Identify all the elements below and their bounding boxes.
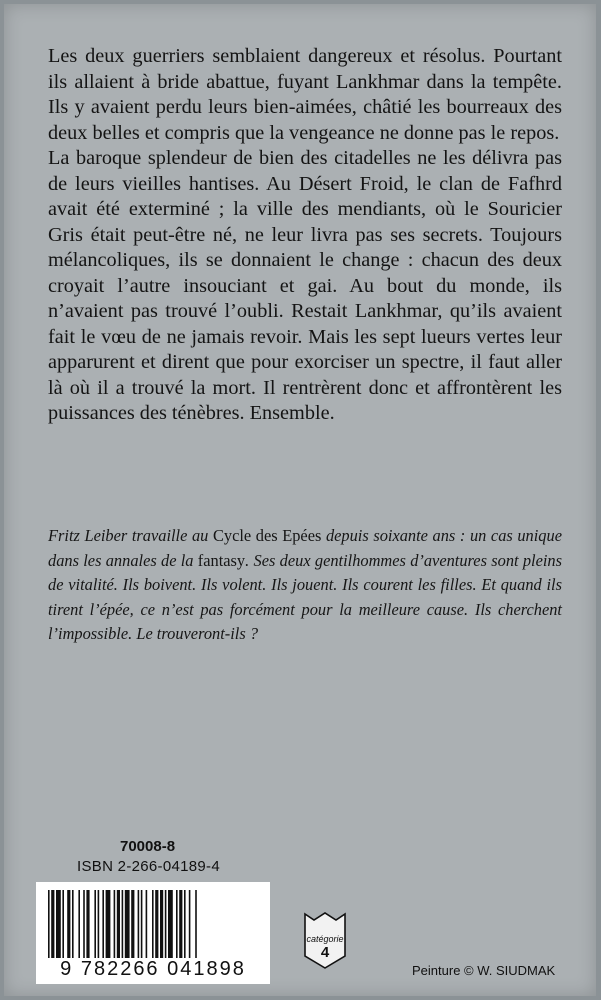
barcode-bar: [102, 890, 104, 958]
isbn-number: ISBN 2-266-04189-4: [77, 858, 220, 875]
barcode-bar: [51, 890, 54, 958]
barcode-bar: [125, 890, 130, 958]
barcode-bar: [62, 890, 64, 958]
barcode-bar: [94, 890, 96, 958]
barcode-bar: [122, 890, 124, 958]
category-number: 4: [320, 944, 330, 961]
barcode: [36, 882, 270, 984]
author-note-genre: fantasy: [197, 550, 246, 570]
barcode-bars: [48, 890, 260, 958]
barcode-bar: [56, 890, 61, 958]
illustration-credit: Peinture © W. SIUDMAK: [412, 963, 556, 978]
barcode-bar: [184, 890, 186, 958]
blurb: [48, 44, 562, 427]
barcode-bar: [138, 890, 140, 958]
barcode-bar: [146, 890, 148, 958]
category-badge: [302, 910, 348, 970]
barcode-bar: [160, 890, 163, 958]
barcode-bar: [176, 890, 178, 958]
back-cover: [4, 4, 596, 996]
blurb-paragraph-1: Les deux guerriers semblaient dangereux et résolus. Pourtant ils allaient à bride abattue, fuyant Lankhmar dans la tempête. Ils y avaient perdu leurs bien-aimées, châtié les bourreaux des deux belles et compris que la vengeance ne donne pas le repos.: [48, 45, 562, 144]
category-label: catégorie: [306, 934, 344, 944]
catalog-code: 70008-8: [120, 838, 176, 855]
barcode-digits: 9 782266 041898: [60, 958, 246, 980]
barcode-bar: [83, 890, 85, 958]
barcode-bar: [67, 890, 70, 958]
blurb-paragraph-2: La baroque splendeur de bien des citadelles ne les délivra pas de leurs vieilles hantises. Au Désert Froid, le clan de Fafhrd avait été exterminé ; la ville des mendiants, où le Souricier Gris était peut-être né, ne leur livra pas ses secrets. Toujours mélancoliques, ils se donnaient le change : chacun des deux croyait l’autre insouciant et gai. Au bout du monde, ils n’avaient pas trouvé l’oubli. Restait Lankhmar, qu’ils avaient fait le vœu de ne jamais revoir. Mais les sept lueurs vertes leur apparurent et dirent que pour exorciser un spectre, il faut aller là où il a trouvé la mort. Il rentrèrent donc et affrontèrent les puissances des ténèbres. Ensemble.: [48, 147, 562, 424]
barcode-bar: [78, 890, 80, 958]
barcode-bar: [152, 890, 154, 958]
barcode-bar: [114, 890, 116, 958]
author-note-series-title: Cycle des Epées: [212, 526, 322, 545]
author-note-part-2: depuis soixante ans : un cas unique dans les annales de la: [48, 526, 562, 570]
barcode-bar: [141, 890, 143, 958]
author-note-part-1: Fritz Leiber travaille au: [48, 526, 213, 545]
barcode-bar: [168, 890, 173, 958]
barcode-bar: [72, 890, 74, 958]
barcode-bar: [117, 890, 120, 958]
barcode-bar: [86, 890, 89, 958]
barcode-bar: [179, 890, 182, 958]
barcode-bar: [195, 890, 197, 958]
barcode-bar: [155, 890, 158, 958]
barcode-bar: [165, 890, 167, 958]
barcode-bar: [131, 890, 134, 958]
barcode-bar: [189, 890, 191, 958]
author-note: [48, 524, 562, 647]
barcode-bar: [48, 890, 50, 958]
barcode-bar: [106, 890, 111, 958]
author-note-part-3: . Ses deux gentilhommes d’aventures sont pleins de vitalité. Ils boivent. Ils volent. Ils jouent. Ils courent les filles. Et quand ils tirent l’épée, ce n’est pas forcément pour la meilleure cause. Ils cherchent l’impossible. Le trouveront-ils ?: [48, 550, 562, 643]
barcode-bar: [98, 890, 100, 958]
